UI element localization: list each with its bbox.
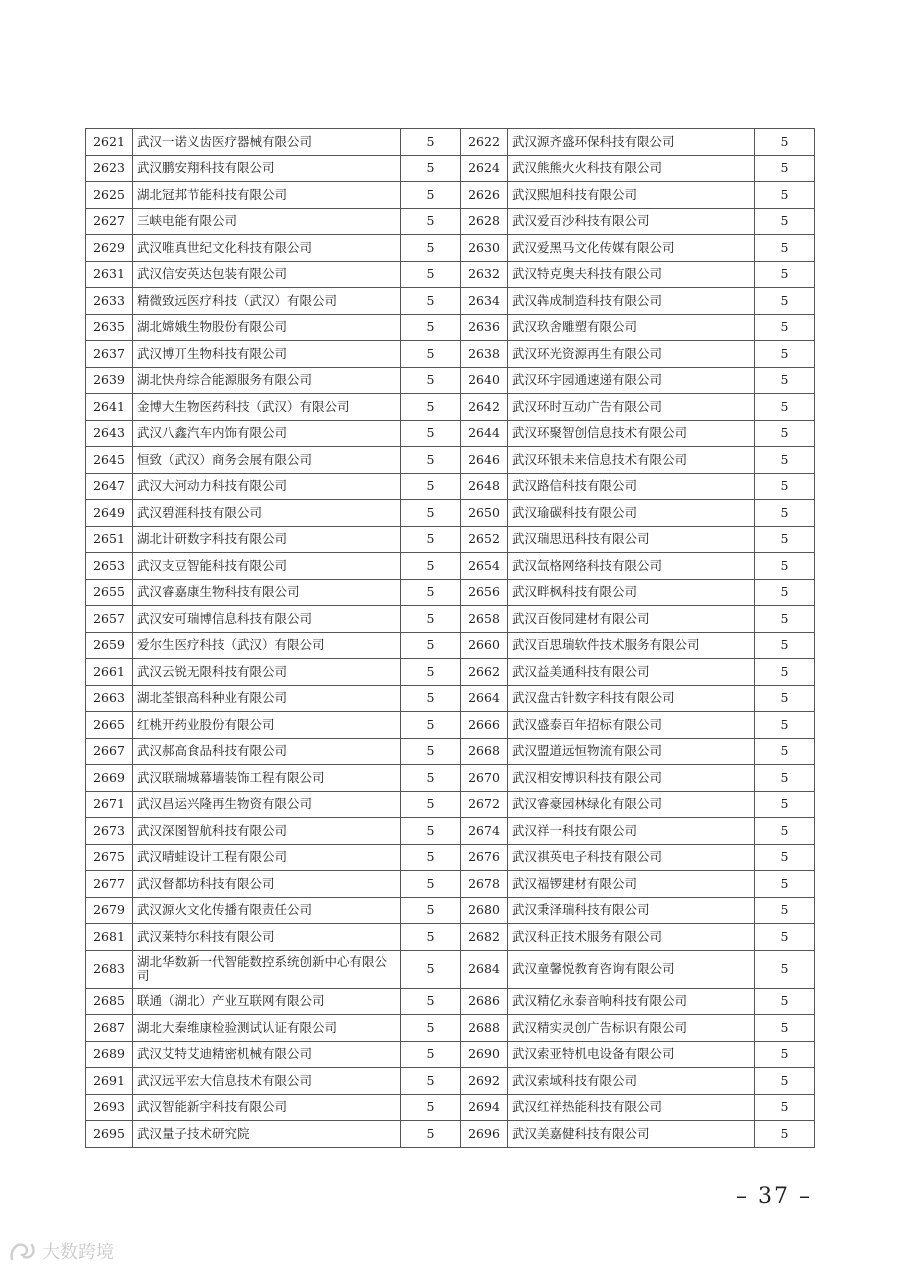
company-name-cell: 武汉支豆智能科技有限公司: [133, 553, 401, 580]
table-row: [86, 791, 815, 818]
table-row: [86, 288, 815, 315]
row-number-cell: 2680: [461, 897, 508, 924]
row-number-cell: 2660: [461, 632, 508, 659]
company-name-cell: 武汉秉泽瑞科技有限公司: [508, 897, 755, 924]
score-cell: 5: [401, 235, 461, 262]
row-number-cell: 2631: [86, 261, 133, 288]
company-name-cell: 武汉八鑫汽车内饰有限公司: [133, 420, 401, 447]
score-cell: 5: [755, 685, 815, 712]
score-cell: 5: [401, 208, 461, 235]
score-cell: 5: [755, 1068, 815, 1095]
company-name-cell: 武汉环宇园通速递有限公司: [508, 367, 755, 394]
table-row: [86, 447, 815, 474]
table-row: [86, 738, 815, 765]
row-number-cell: 2683: [86, 950, 133, 988]
row-number-cell: 2655: [86, 579, 133, 606]
row-number-cell: 2685: [86, 988, 133, 1015]
company-name-cell: 武汉科正技术服务有限公司: [508, 924, 755, 951]
row-number-cell: 2636: [461, 314, 508, 341]
row-number-cell: 2652: [461, 526, 508, 553]
score-cell: 5: [401, 791, 461, 818]
row-number-cell: 2630: [461, 235, 508, 262]
table-row: [86, 420, 815, 447]
row-number-cell: 2694: [461, 1094, 508, 1121]
company-name-cell: 武汉鹏安翔科技有限公司: [133, 155, 401, 182]
score-cell: 5: [401, 988, 461, 1015]
company-name-cell: 武汉祺英电子科技有限公司: [508, 844, 755, 871]
score-cell: 5: [401, 341, 461, 368]
score-cell: 5: [401, 579, 461, 606]
row-number-cell: 2626: [461, 182, 508, 209]
row-number-cell: 2643: [86, 420, 133, 447]
score-cell: 5: [401, 924, 461, 951]
company-name-cell: 武汉艾特艾迪精密机械有限公司: [133, 1041, 401, 1068]
company-name-cell: 湖北快舟综合能源服务有限公司: [133, 367, 401, 394]
table-row: [86, 473, 815, 500]
company-name-cell: 武汉索域科技有限公司: [508, 1068, 755, 1095]
table-row: [86, 208, 815, 235]
company-name-cell: 武汉福锣建材有限公司: [508, 871, 755, 898]
page-number: – 37 –: [736, 1184, 812, 1209]
company-name-cell: 武汉督都坊科技有限公司: [133, 871, 401, 898]
score-cell: 5: [401, 182, 461, 209]
table-row: [86, 685, 815, 712]
company-table: [85, 128, 815, 1148]
company-name-cell: 武汉祥一科技有限公司: [508, 818, 755, 845]
score-cell: 5: [755, 712, 815, 739]
score-cell: 5: [755, 765, 815, 792]
score-cell: 5: [401, 261, 461, 288]
company-name-cell: 武汉益美通科技有限公司: [508, 659, 755, 686]
score-cell: 5: [401, 897, 461, 924]
score-cell: 5: [401, 738, 461, 765]
score-cell: 5: [755, 579, 815, 606]
company-name-cell: 武汉深图智航科技有限公司: [133, 818, 401, 845]
score-cell: 5: [401, 394, 461, 421]
row-number-cell: 2687: [86, 1015, 133, 1042]
score-cell: 5: [401, 712, 461, 739]
score-cell: 5: [401, 1068, 461, 1095]
company-name-cell: 武汉爱黑马文化传媒有限公司: [508, 235, 755, 262]
company-name-cell: 武汉莱特尔科技有限公司: [133, 924, 401, 951]
row-number-cell: 2642: [461, 394, 508, 421]
company-name-cell: 武汉百俊同建材有限公司: [508, 606, 755, 633]
score-cell: 5: [755, 791, 815, 818]
row-number-cell: 2670: [461, 765, 508, 792]
company-name-cell: 武汉远平宏大信息技术有限公司: [133, 1068, 401, 1095]
company-name-cell: 武汉博丌生物科技有限公司: [133, 341, 401, 368]
score-cell: 5: [755, 553, 815, 580]
score-cell: 5: [755, 632, 815, 659]
row-number-cell: 2647: [86, 473, 133, 500]
score-cell: 5: [401, 844, 461, 871]
score-cell: 5: [755, 818, 815, 845]
score-cell: 5: [755, 367, 815, 394]
table-row: [86, 155, 815, 182]
table-row: [86, 606, 815, 633]
company-name-cell: 金博大生物医药科技（武汉）有限公司: [133, 394, 401, 421]
row-number-cell: 2693: [86, 1094, 133, 1121]
company-name-cell: 武汉智能新宇科技有限公司: [133, 1094, 401, 1121]
row-number-cell: 2622: [461, 129, 508, 156]
row-number-cell: 2641: [86, 394, 133, 421]
row-number-cell: 2668: [461, 738, 508, 765]
score-cell: 5: [755, 924, 815, 951]
row-number-cell: 2671: [86, 791, 133, 818]
score-cell: 5: [755, 950, 815, 988]
row-number-cell: 2654: [461, 553, 508, 580]
score-cell: 5: [755, 288, 815, 315]
score-cell: 5: [401, 526, 461, 553]
company-name-cell: 武汉特克奥夫科技有限公司: [508, 261, 755, 288]
row-number-cell: 2634: [461, 288, 508, 315]
company-name-cell: 武汉爱百沙科技有限公司: [508, 208, 755, 235]
row-number-cell: 2632: [461, 261, 508, 288]
row-number-cell: 2640: [461, 367, 508, 394]
row-number-cell: 2672: [461, 791, 508, 818]
table-row: [86, 1015, 815, 1042]
table-row: [86, 235, 815, 262]
company-name-cell: 恒致（武汉）商务会展有限公司: [133, 447, 401, 474]
score-cell: 5: [755, 1041, 815, 1068]
score-cell: 5: [755, 1015, 815, 1042]
score-cell: 5: [401, 367, 461, 394]
score-cell: 5: [401, 553, 461, 580]
company-name-cell: 武汉晴蛙设计工程有限公司: [133, 844, 401, 871]
score-cell: 5: [755, 420, 815, 447]
score-cell: 5: [401, 155, 461, 182]
row-number-cell: 2664: [461, 685, 508, 712]
score-cell: 5: [401, 685, 461, 712]
company-name-cell: 武汉碧涯科技有限公司: [133, 500, 401, 527]
row-number-cell: 2657: [86, 606, 133, 633]
company-name-cell: 武汉路信科技有限公司: [508, 473, 755, 500]
company-name-cell: 湖北华数新一代智能数控系统创新中心有限公司: [133, 950, 401, 988]
company-name-cell: 湖北荃银高科种业有限公司: [133, 685, 401, 712]
row-number-cell: 2656: [461, 579, 508, 606]
row-number-cell: 2682: [461, 924, 508, 951]
company-name-cell: 三峡电能有限公司: [133, 208, 401, 235]
row-number-cell: 2627: [86, 208, 133, 235]
score-cell: 5: [401, 659, 461, 686]
score-cell: 5: [755, 897, 815, 924]
company-name-cell: 武汉畔枫科技有限公司: [508, 579, 755, 606]
table-row: [86, 182, 815, 209]
score-cell: 5: [755, 182, 815, 209]
score-cell: 5: [755, 341, 815, 368]
score-cell: 5: [401, 1121, 461, 1148]
company-name-cell: 武汉盛泰百年招标有限公司: [508, 712, 755, 739]
company-name-cell: 武汉童馨悦教育咨询有限公司: [508, 950, 755, 988]
table-row: [86, 579, 815, 606]
row-number-cell: 2684: [461, 950, 508, 988]
company-name-cell: 武汉一诺义齿医疗器械有限公司: [133, 129, 401, 156]
company-name-cell: 武汉环聚智创信息技术有限公司: [508, 420, 755, 447]
company-name-cell: 红桃开药业股份有限公司: [133, 712, 401, 739]
company-name-cell: 武汉索亚特机电设备有限公司: [508, 1041, 755, 1068]
company-name-cell: 武汉联瑞城幕墙装饰工程有限公司: [133, 765, 401, 792]
row-number-cell: 2692: [461, 1068, 508, 1095]
company-name-cell: 武汉氙格网络科技有限公司: [508, 553, 755, 580]
score-cell: 5: [755, 1094, 815, 1121]
table-row: [86, 844, 815, 871]
company-name-cell: 武汉百思瑞软件技术服务有限公司: [508, 632, 755, 659]
score-cell: 5: [755, 155, 815, 182]
company-name-cell: 爱尔生医疗科技（武汉）有限公司: [133, 632, 401, 659]
score-cell: 5: [401, 420, 461, 447]
score-cell: 5: [401, 871, 461, 898]
row-number-cell: 2665: [86, 712, 133, 739]
row-number-cell: 2662: [461, 659, 508, 686]
company-name-cell: 武汉美嘉健科技有限公司: [508, 1121, 755, 1148]
score-cell: 5: [755, 988, 815, 1015]
company-name-cell: 武汉相安博识科技有限公司: [508, 765, 755, 792]
company-name-cell: 武汉唯真世纪文化科技有限公司: [133, 235, 401, 262]
row-number-cell: 2679: [86, 897, 133, 924]
watermark-logo-icon: [8, 1239, 38, 1263]
row-number-cell: 2639: [86, 367, 133, 394]
score-cell: 5: [401, 1094, 461, 1121]
row-number-cell: 2673: [86, 818, 133, 845]
company-name-cell: 武汉环银未来信息技术有限公司: [508, 447, 755, 474]
company-name-cell: 武汉红祥热能科技有限公司: [508, 1094, 755, 1121]
row-number-cell: 2677: [86, 871, 133, 898]
table-row: [86, 1068, 815, 1095]
score-cell: 5: [755, 394, 815, 421]
row-number-cell: 2695: [86, 1121, 133, 1148]
score-cell: 5: [755, 235, 815, 262]
table-row: [86, 1121, 815, 1148]
row-number-cell: 2663: [86, 685, 133, 712]
row-number-cell: 2653: [86, 553, 133, 580]
score-cell: 5: [401, 950, 461, 988]
company-name-cell: 武汉安可瑞博信息科技有限公司: [133, 606, 401, 633]
company-name-cell: 武汉盟道远恒物流有限公司: [508, 738, 755, 765]
table-row: [86, 1094, 815, 1121]
row-number-cell: 2649: [86, 500, 133, 527]
score-cell: 5: [755, 738, 815, 765]
table-row: [86, 765, 815, 792]
watermark: [8, 1238, 114, 1264]
row-number-cell: 2688: [461, 1015, 508, 1042]
row-number-cell: 2666: [461, 712, 508, 739]
row-number-cell: 2621: [86, 129, 133, 156]
score-cell: 5: [401, 500, 461, 527]
table-row: [86, 632, 815, 659]
row-number-cell: 2638: [461, 341, 508, 368]
row-number-cell: 2646: [461, 447, 508, 474]
company-name-cell: 武汉玖舍雕塑有限公司: [508, 314, 755, 341]
score-cell: 5: [755, 844, 815, 871]
table-row: [86, 950, 815, 988]
company-name-cell: 武汉昌运兴隆再生物资有限公司: [133, 791, 401, 818]
table-row: [86, 818, 815, 845]
row-number-cell: 2651: [86, 526, 133, 553]
row-number-cell: 2650: [461, 500, 508, 527]
score-cell: 5: [755, 314, 815, 341]
row-number-cell: 2667: [86, 738, 133, 765]
company-name-cell: 武汉睿豪园林绿化有限公司: [508, 791, 755, 818]
table-row: [86, 500, 815, 527]
score-cell: 5: [755, 500, 815, 527]
score-cell: 5: [755, 261, 815, 288]
table-row: [86, 314, 815, 341]
row-number-cell: 2637: [86, 341, 133, 368]
score-cell: 5: [401, 288, 461, 315]
row-number-cell: 2686: [461, 988, 508, 1015]
row-number-cell: 2645: [86, 447, 133, 474]
company-name-cell: 湖北计研数字科技有限公司: [133, 526, 401, 553]
table-row: [86, 712, 815, 739]
score-cell: 5: [755, 526, 815, 553]
score-cell: 5: [401, 765, 461, 792]
score-cell: 5: [755, 1121, 815, 1148]
row-number-cell: 2644: [461, 420, 508, 447]
score-cell: 5: [401, 1041, 461, 1068]
row-number-cell: 2674: [461, 818, 508, 845]
table-row: [86, 367, 815, 394]
score-cell: 5: [755, 447, 815, 474]
company-name-cell: 武汉睿嘉康生物科技有限公司: [133, 579, 401, 606]
company-name-cell: 武汉盘古针数字科技有限公司: [508, 685, 755, 712]
row-number-cell: 2629: [86, 235, 133, 262]
company-name-cell: 武汉瑜碳科技有限公司: [508, 500, 755, 527]
table-row: [86, 341, 815, 368]
table-row: [86, 924, 815, 951]
row-number-cell: 2633: [86, 288, 133, 315]
score-cell: 5: [401, 632, 461, 659]
row-number-cell: 2628: [461, 208, 508, 235]
table-body: [86, 129, 815, 1148]
company-name-cell: 武汉信安英达包装有限公司: [133, 261, 401, 288]
company-name-cell: 武汉犇成制造科技有限公司: [508, 288, 755, 315]
row-number-cell: 2678: [461, 871, 508, 898]
row-number-cell: 2661: [86, 659, 133, 686]
company-name-cell: 湖北大秦维康检验测试认证有限公司: [133, 1015, 401, 1042]
table-row: [86, 988, 815, 1015]
table-row: [86, 129, 815, 156]
score-cell: 5: [755, 129, 815, 156]
table-row: [86, 394, 815, 421]
score-cell: 5: [401, 606, 461, 633]
row-number-cell: 2625: [86, 182, 133, 209]
row-number-cell: 2658: [461, 606, 508, 633]
company-name-cell: 湖北冠邦节能科技有限公司: [133, 182, 401, 209]
row-number-cell: 2676: [461, 844, 508, 871]
company-name-cell: 武汉环光资源再生有限公司: [508, 341, 755, 368]
row-number-cell: 2635: [86, 314, 133, 341]
company-name-cell: 联通（湖北）产业互联网有限公司: [133, 988, 401, 1015]
company-name-cell: 武汉精亿永泰音响科技有限公司: [508, 988, 755, 1015]
score-cell: 5: [401, 447, 461, 474]
score-cell: 5: [401, 314, 461, 341]
row-number-cell: 2691: [86, 1068, 133, 1095]
row-number-cell: 2689: [86, 1041, 133, 1068]
company-name-cell: 武汉熊熊火火科技有限公司: [508, 155, 755, 182]
row-number-cell: 2623: [86, 155, 133, 182]
score-cell: 5: [755, 606, 815, 633]
score-cell: 5: [401, 1015, 461, 1042]
table-row: [86, 1041, 815, 1068]
table-row: [86, 871, 815, 898]
score-cell: 5: [401, 818, 461, 845]
score-cell: 5: [755, 208, 815, 235]
row-number-cell: 2690: [461, 1041, 508, 1068]
company-name-cell: 武汉源火文化传播有限责任公司: [133, 897, 401, 924]
score-cell: 5: [755, 473, 815, 500]
company-name-cell: 武汉源齐盛环保科技有限公司: [508, 129, 755, 156]
company-name-cell: 武汉郝高食品科技有限公司: [133, 738, 401, 765]
row-number-cell: 2648: [461, 473, 508, 500]
table-row: [86, 261, 815, 288]
score-cell: 5: [755, 659, 815, 686]
table-row: [86, 553, 815, 580]
table-row: [86, 897, 815, 924]
watermark-text: 大数跨境: [42, 1242, 114, 1263]
score-cell: 5: [755, 871, 815, 898]
company-name-cell: 精微致远医疗科技（武汉）有限公司: [133, 288, 401, 315]
company-name-cell: 武汉云锐无限科技有限公司: [133, 659, 401, 686]
score-cell: 5: [401, 473, 461, 500]
row-number-cell: 2624: [461, 155, 508, 182]
company-name-cell: 武汉环时互动广告有限公司: [508, 394, 755, 421]
company-name-cell: 武汉瑞思迅科技有限公司: [508, 526, 755, 553]
company-name-cell: 武汉大河动力科技有限公司: [133, 473, 401, 500]
table-row: [86, 526, 815, 553]
row-number-cell: 2675: [86, 844, 133, 871]
row-number-cell: 2659: [86, 632, 133, 659]
row-number-cell: 2669: [86, 765, 133, 792]
company-name-cell: 武汉精实灵创广告标识有限公司: [508, 1015, 755, 1042]
score-cell: 5: [401, 129, 461, 156]
table-row: [86, 659, 815, 686]
company-name-cell: 武汉量子技术研究院: [133, 1121, 401, 1148]
company-name-cell: 湖北嫦娥生物股份有限公司: [133, 314, 401, 341]
row-number-cell: 2681: [86, 924, 133, 951]
company-name-cell: 武汉熙旭科技有限公司: [508, 182, 755, 209]
row-number-cell: 2696: [461, 1121, 508, 1148]
